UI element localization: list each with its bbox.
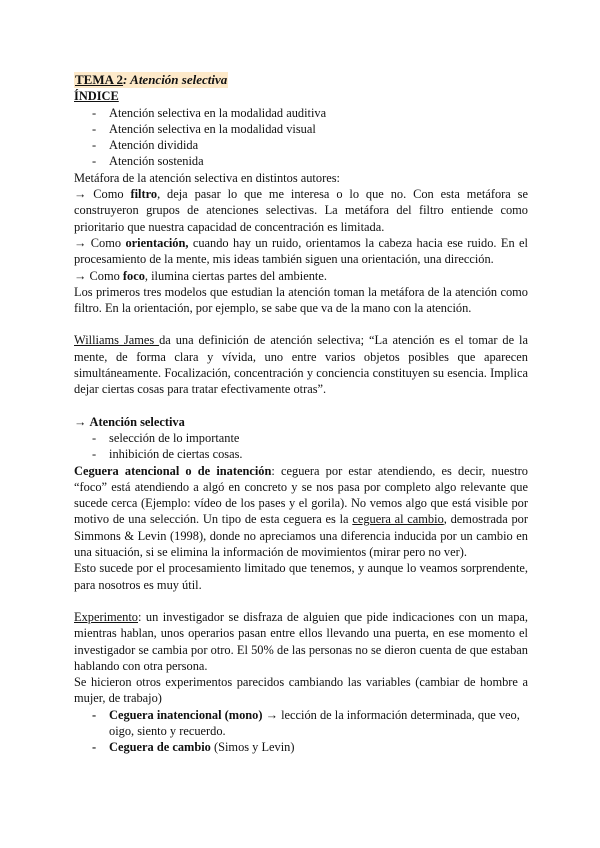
experiment-list (74, 707, 528, 756)
title-subject: : Atención selectiva (123, 72, 228, 87)
experiment-item-text: → lección de la información determinada, que veo, oigo, siento y recuerdo. (109, 707, 520, 738)
experiment-text: : un investigador se disfraza de alguien que pide indicaciones con un mapa, mientras hablan, unos operarios pasan entre ellos llevando una puerta, en ese momento el investigador se cambia por otro. El 50% de las personas no se dieron cuenta de que estaban hablando con otra persona. (74, 609, 528, 673)
title-highlight (74, 72, 228, 88)
metaphor-focus-text: , ilumina ciertas partes del ambiente. (144, 268, 327, 283)
metaphor-filter-text: , deja pasar lo que me interesa o lo que no. Con esta metáfora se construyeron grupos de atenciones selectivas. La metáfora del filtro entiende como prioritario que nuestra capacidad de concentración es limitada. (74, 187, 528, 234)
arrow-prefix: → (74, 414, 90, 429)
metaphor-focus-term: foco (122, 268, 145, 283)
index-heading: ÍNDICE (74, 89, 119, 104)
arrow-prefix: → Como (74, 235, 126, 250)
selective-item: - selección de lo importante (92, 430, 528, 446)
index-item: - Atención dividida (92, 137, 528, 153)
metaphor-orientation-text: cuando hay un ruido, orientamos la cabeza hacia ese ruido. En el procesamiento de la mente, mis ideas también siguen una orientación, una dirección. (74, 235, 529, 267)
title-tema: TEMA 2 (75, 72, 124, 87)
selective-heading-text: Atención selectiva (89, 414, 185, 429)
arrow-prefix: → Como (74, 268, 123, 283)
metaphor-filter-term: filtro (130, 187, 158, 202)
experiment-item (92, 739, 528, 755)
selective-item: - inhibición de ciertas cosas. (92, 446, 528, 462)
document-page (74, 72, 528, 756)
index-item: - Atención selectiva en la modalidad visual (92, 121, 528, 137)
experiment-item (92, 707, 528, 740)
arrow-prefix: → Como (74, 187, 131, 202)
james-author: Williams James (74, 333, 160, 348)
james-paragraph (74, 332, 528, 397)
experiment-label: Experimento (74, 609, 138, 624)
document-title (74, 72, 528, 88)
blindness-text-2: , demostrada por Simmons & Levin (1998), donde no apreciamos una diferencia inducida por un cambio en una situación, si se elimina la información de movimientos (mirar pero no ver). (74, 512, 528, 560)
experiment-item-text: (Simos y Levin) (210, 740, 295, 755)
james-text: da una definición de atención selectiva; “La atención es el tomar de la mente, de forma clara y vívida, uno entre varios objetos posibles que aparecen simultáneamente. Focalización, concentración y conciencia constituyen su esencia. Implica dejar ciertas cosas para tratar efectivamente otras”. (74, 333, 528, 397)
spacer (74, 316, 528, 332)
index-item: - Atención sostenida (92, 153, 528, 169)
blindness-paragraph (74, 463, 528, 561)
spacer (74, 593, 528, 609)
blindness-term: Ceguera atencional o de inatención (74, 463, 272, 478)
models-paragraph: Los primeros tres modelos que estudian la atención toman la metáfora de la atención como filtro. En la orientación, por ejemplo, se sabe que va de la mano con la atención. (74, 284, 528, 316)
experiment-others: Se hicieron otros experimentos parecidos cambiando las variables (cambiar de hombre a mujer, de trabajo) (74, 675, 528, 706)
index-item: - Atención selectiva en la modalidad auditiva (92, 105, 528, 121)
metaphors-intro: Metáfora de la atención selectiva en distintos autores: (74, 170, 340, 185)
selective-list (74, 430, 528, 463)
experiment-item-term: Ceguera de cambio (109, 740, 211, 755)
spacer (74, 398, 528, 414)
blindness-text-1: : ceguera por estar atendiendo, es decir, nuestro “foco” está atendiendo a algó en concreto y se nos pasa por completo algo relevante que sucede cerca (Ejemplo: vídeo de los pases y el gorila). No vemos algo que está visible por motivo de una selección. Un tipo de esta ceguera es la (74, 463, 528, 527)
experiment-paragraph (74, 609, 528, 674)
metaphor-focus (74, 268, 528, 284)
change-blindness-term: ceguera al cambio (352, 512, 444, 527)
metaphor-filter (74, 186, 528, 235)
metaphor-orientation (74, 235, 528, 268)
blindness-conclusion: Esto sucede por el procesamiento limitado que tenemos, y aunque lo veamos sorprendente, para nosotros es muy útil. (74, 561, 528, 592)
metaphor-orientation-term: orientación, (125, 235, 189, 250)
selective-heading (74, 414, 528, 430)
experiment-item-term: Ceguera inatencional (mono) (109, 707, 263, 722)
index-list (74, 105, 528, 170)
